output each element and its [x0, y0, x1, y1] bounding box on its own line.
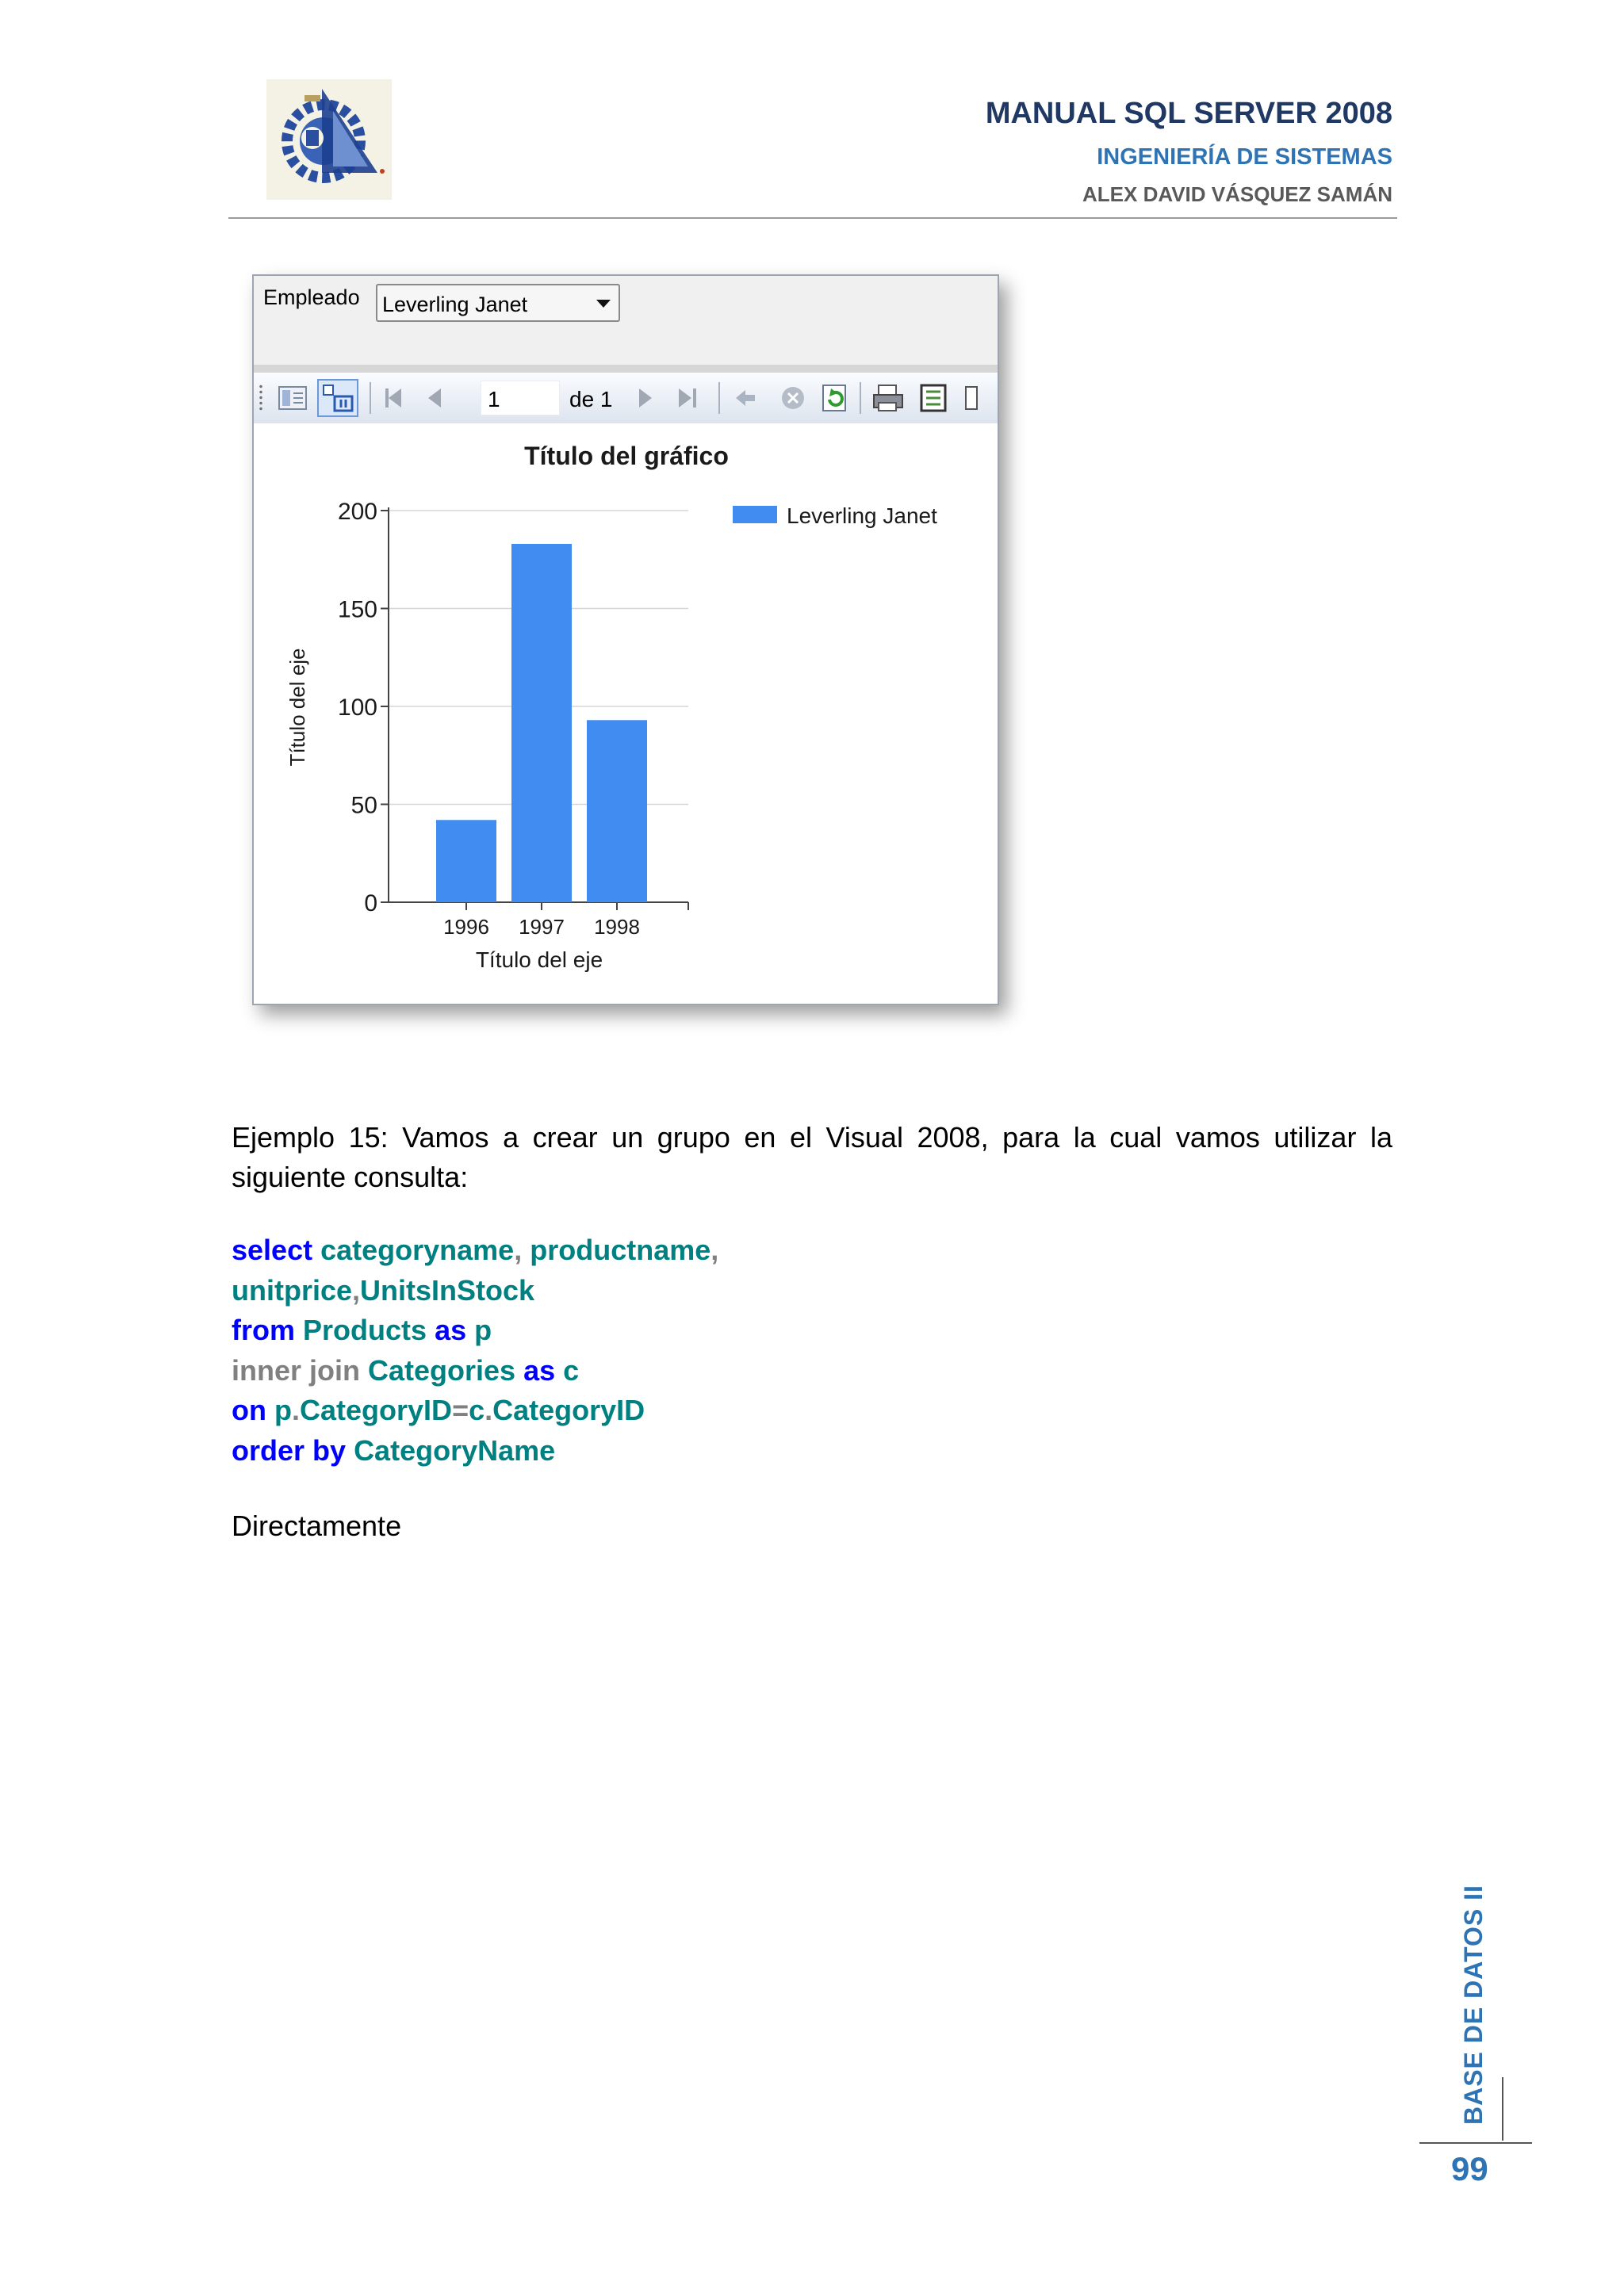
chart-area [254, 423, 998, 1004]
x-tick-label: 1996 [443, 915, 489, 939]
toolbar-separator [860, 382, 861, 414]
side-course-label: BASE DE DATOS II [1459, 1885, 1488, 2125]
y-axis-title: Título del eje [285, 648, 309, 767]
code-token: CategoryID [300, 1394, 453, 1426]
university-logo [266, 79, 392, 200]
toolbar-separator [370, 382, 371, 414]
last-page-icon[interactable] [674, 382, 703, 414]
page-setup-icon[interactable] [963, 382, 979, 414]
code-token: unitprice [232, 1273, 353, 1307]
closing-text: Directamente [232, 1510, 402, 1542]
document-map-icon[interactable] [276, 382, 309, 414]
y-tick-label: 100 [337, 695, 377, 721]
code-token: Products [303, 1314, 427, 1346]
page-count-label: de 1 [569, 387, 613, 411]
legend-swatch [733, 506, 777, 523]
bar-chart [254, 423, 998, 1004]
page-number-value: 1 [488, 387, 500, 411]
next-page-icon[interactable] [633, 382, 657, 414]
toolbar-grip-icon[interactable] [259, 384, 263, 412]
report-toolbar [254, 373, 998, 424]
code-token: = [452, 1394, 469, 1426]
x-tick-label: 1997 [519, 915, 565, 939]
code-token: as [435, 1314, 467, 1346]
code-token: p [474, 1314, 492, 1346]
refresh-icon[interactable] [818, 382, 850, 414]
page-number-input[interactable] [481, 381, 560, 415]
code-token: , [710, 1234, 719, 1266]
report-viewer-window [252, 274, 999, 1005]
y-tick-label: 200 [337, 499, 377, 525]
code-token: on [232, 1394, 266, 1426]
chart-title: Título del gráfico [524, 442, 729, 470]
code-token: c [563, 1353, 580, 1387]
footer-divider [1419, 2142, 1532, 2144]
y-tick-label: 0 [364, 890, 377, 916]
code-token: as [523, 1353, 556, 1387]
parameter-separator [254, 365, 998, 373]
parameters-icon[interactable] [317, 379, 358, 417]
print-icon[interactable] [871, 382, 906, 414]
employee-dropdown[interactable] [376, 284, 620, 322]
document-author: ALEX DAVID VÁSQUEZ SAMÁN [1082, 182, 1392, 206]
chevron-down-icon[interactable] [596, 300, 611, 308]
example-paragraph: Ejemplo 15: Vamos a crear un grupo en el Visual 2008, para la cual vamos utilizar la siguiente consulta: [232, 1121, 1392, 1193]
side-divider [1502, 2077, 1503, 2141]
code-token: c [469, 1394, 485, 1426]
code-token: order by [232, 1433, 347, 1467]
code-token: UnitsInStock [360, 1273, 535, 1307]
employee-dropdown-value: Leverling Janet [382, 293, 528, 316]
parameter-bar [254, 276, 998, 365]
bar-1996 [436, 820, 496, 902]
y-tick-label: 50 [350, 792, 377, 819]
code-token: select [232, 1234, 313, 1266]
parameter-label: Empleado [263, 285, 360, 309]
document-title: MANUAL SQL SERVER 2008 [985, 97, 1392, 130]
bar-1997 [511, 544, 572, 902]
code-token: . [485, 1394, 493, 1426]
code-token: , [514, 1234, 523, 1266]
first-page-icon[interactable] [379, 382, 408, 414]
sql-code-block [232, 1230, 718, 1471]
document-subtitle: INGENIERÍA DE SISTEMAS [1097, 144, 1392, 170]
code-token: , [352, 1273, 361, 1307]
code-token: categoryname [320, 1234, 515, 1266]
toolbar-separator [718, 382, 720, 414]
code-token: from [232, 1314, 295, 1346]
bar-1998 [587, 720, 647, 902]
code-token: p [274, 1394, 292, 1426]
page-number: 99 [1451, 2150, 1488, 2187]
x-tick-label: 1998 [594, 915, 640, 939]
code-token: Categories [368, 1353, 516, 1387]
x-axis-title: Título del eje [475, 947, 603, 972]
legend-label: Leverling Janet [787, 503, 937, 528]
back-icon[interactable] [730, 382, 761, 414]
code-token: inner join [232, 1353, 360, 1387]
previous-page-icon[interactable] [420, 382, 449, 414]
stop-icon[interactable] [777, 382, 809, 414]
print-layout-icon[interactable] [917, 382, 952, 414]
y-tick-label: 150 [337, 596, 377, 623]
header-divider [228, 217, 1397, 219]
code-token: CategoryID [492, 1394, 645, 1426]
code-token: CategoryName [354, 1433, 556, 1467]
code-token: . [292, 1394, 301, 1426]
code-token: productname [530, 1234, 711, 1266]
